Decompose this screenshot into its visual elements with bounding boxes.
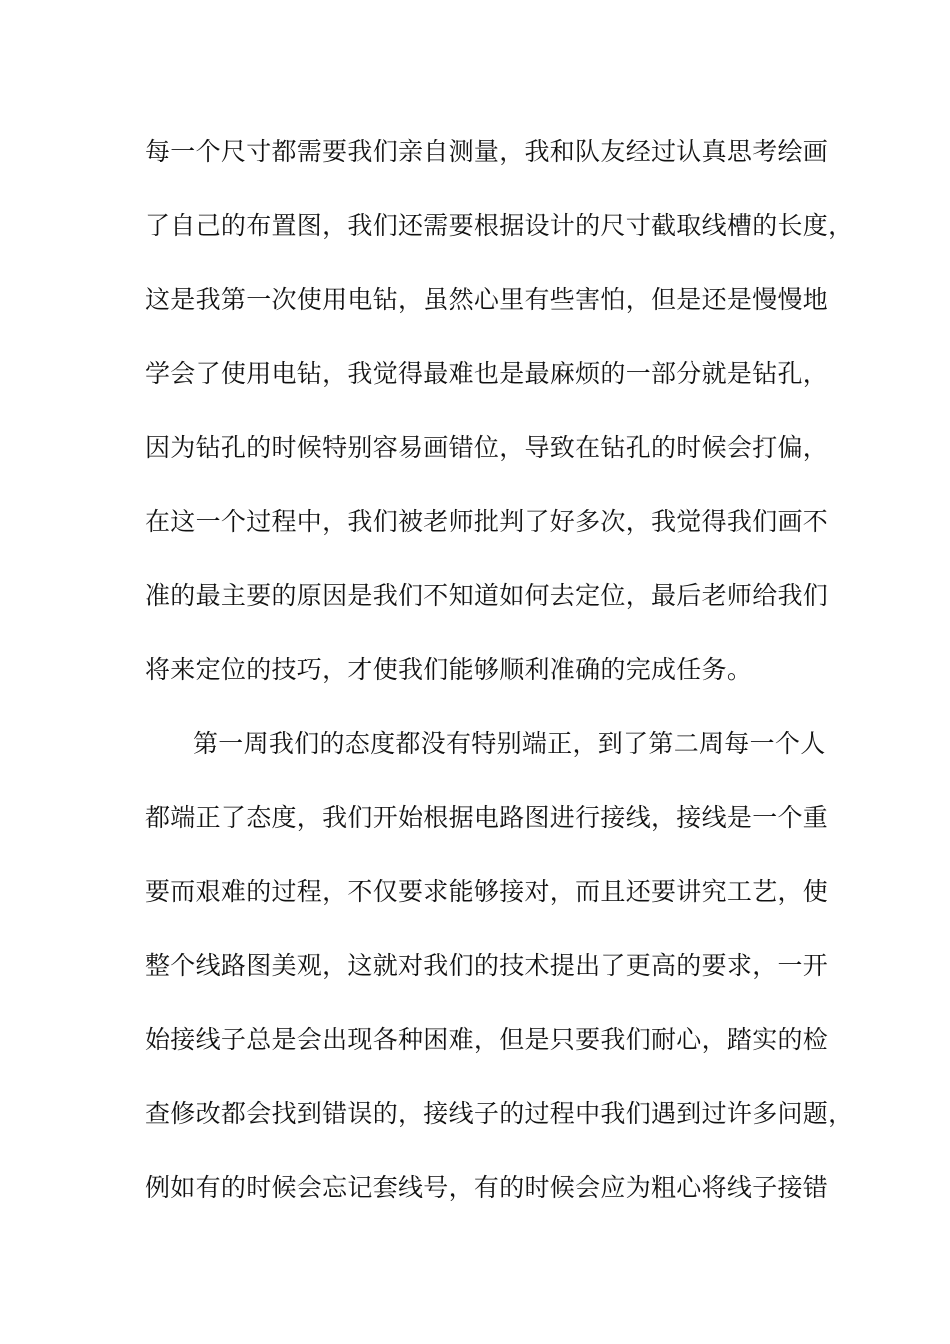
text-line: 将来定位的技巧，才使我们能够顺利准确的完成任务。 — [145, 655, 753, 684]
text-line: 整个线路图美观，这就对我们的技术提出了更高的要求，一开 — [145, 951, 829, 980]
text-line: 因为钻孔的时候特别容易画错位，导致在钻孔的时候会打偏， — [145, 433, 829, 462]
text-line: 了自己的布置图，我们还需要根据设计的尺寸截取线槽的长度， — [145, 211, 854, 240]
text-line: 要而艰难的过程，不仅要求能够接对，而且还要讲究工艺，使 — [145, 877, 829, 906]
text-line: 学会了使用电钻，我觉得最难也是最麻烦的一部分就是钻孔， — [145, 359, 829, 388]
text-line: 每一个尺寸都需要我们亲自测量，我和队友经过认真思考绘画 — [145, 137, 829, 166]
text-line: 在这一个过程中，我们被老师批判了好多次，我觉得我们画不 — [145, 507, 829, 536]
text-line: 这是我第一次使用电钻，虽然心里有些害怕，但是还是慢慢地 — [145, 285, 829, 314]
text-line: 始接线子总是会出现各种困难，但是只要我们耐心，踏实的检 — [145, 1025, 829, 1054]
text-line: 查修改都会找到错误的，接线子的过程中我们遇到过许多问题， — [145, 1099, 854, 1128]
text-line: 准的最主要的原因是我们不知道如何去定位，最后老师给我们 — [145, 581, 829, 610]
text-line: 都端正了态度，我们开始根据电路图进行接线，接线是一个重 — [145, 803, 829, 832]
paragraph-first-line: 第一周我们的态度都没有特别端正，到了第二周每一个人 — [193, 729, 826, 758]
text-line: 例如有的时候会忘记套线号，有的时候会应为粗心将线子接错 — [145, 1173, 829, 1202]
